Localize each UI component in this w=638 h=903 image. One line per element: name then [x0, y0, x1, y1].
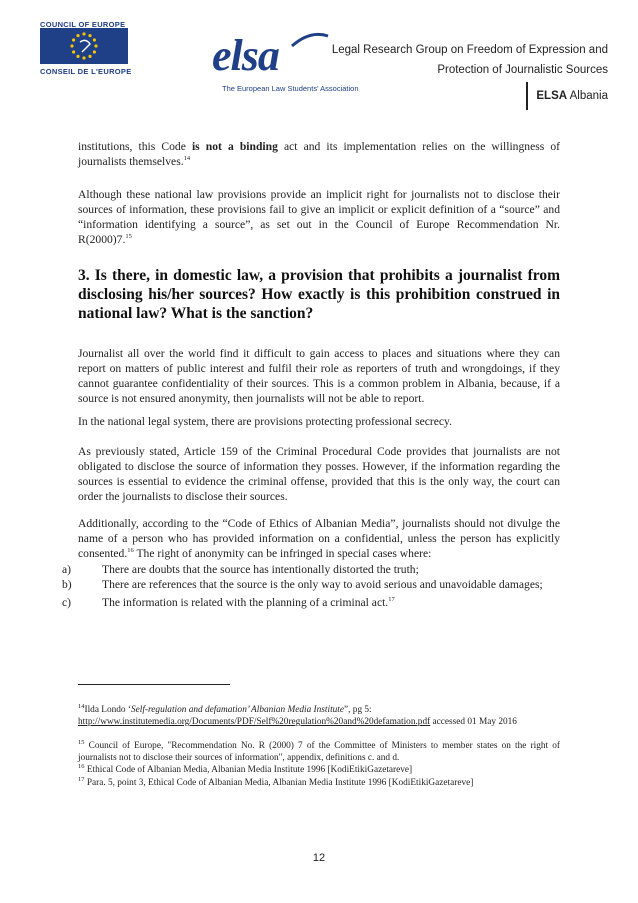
paragraph-5: As previously stated, Article 159 of the Criminal Procedural Code provides that journalists are not obligated to disclose the source of information they posses. However, if the information regarding the sources is essential to evidence the criminal offense, provided that this is the only way, the court can order the journalists to disclose their sources.	[78, 445, 560, 503]
paragraph-4: In the national legal system, there are provisions protecting professional secrecy.	[78, 415, 452, 428]
paragraph-2	[78, 187, 560, 247]
footnote-text: Para. 5, point 3, Ethical Code of Albanian Media, Albanian Media Institute 1996 [KodiEtikiGazetareve]	[84, 778, 474, 788]
footnote-text: Council of Europe, "Recommendation No. R (2000) 7 of the Committee of Ministers to member states on the right of journalists not to disclose their sources of information", appendix, definitions c. and d.	[78, 741, 560, 763]
footnote-text: Ethical Code of Albanian Media, Albanian Media Institute 1996 [KodiEtikiGazetareve]	[84, 765, 413, 775]
p1-text-c: act and its implementation relies on the willingness of journalists themselves.	[78, 140, 560, 168]
list-text: The information is related with the planning of a criminal act.	[102, 595, 389, 609]
elsa-logo-text: elsa	[212, 31, 279, 80]
header-title-line-1: Legal Research Group on Freedom of Expression and	[331, 44, 608, 56]
eu-stars-icon	[40, 28, 128, 64]
paragraph-3: Journalist all over the world find it difficult to gain access to places and situations where they can report on matters of public interest and fulfil their role as reporters of truth and wrongdoings, if they cannot guarantee confidentiality of their sources. This is a common problem in Albania, because, if a source is not ensured anonymity, then journalists will not be able to report.	[78, 347, 560, 405]
coe-name-french: CONSEIL DE L'EUROPE	[40, 67, 132, 76]
footnote-separator	[78, 684, 230, 685]
footnote-15	[78, 740, 560, 764]
footnote-author: Ilda Londo ‘	[84, 705, 131, 715]
paragraph-6	[78, 516, 560, 561]
elsa-tagline: The European Law Students' Association	[222, 84, 359, 93]
header-org-bold: ELSA	[536, 90, 568, 102]
p1-text-a: institutions, this Code	[78, 140, 192, 153]
footnote-title: Self-regulation and defamation’ Albanian Media Institute	[130, 705, 345, 715]
footnote-number: 17	[78, 775, 85, 783]
footnote-accessed: accessed 01 May 2016	[430, 717, 517, 727]
footnote-ref-16[interactable]: 16	[127, 547, 134, 555]
coe-name-english: COUNCIL OF EUROPE	[40, 20, 126, 29]
section-heading-3: 3. Is there, in domestic law, a provision that prohibits a journalist from disclosing his/her sources? How exactly is this prohibition construed in national law? What is the sanction?	[78, 267, 560, 322]
footnote-number: 14	[78, 702, 85, 710]
header-divider	[526, 82, 528, 110]
footnote-link[interactable]: http://www.institutemedia.org/Documents/PDF/Self%20regulation%20and%20defamation.pdf	[78, 717, 431, 727]
council-of-europe-flag	[40, 28, 128, 64]
list-item	[62, 562, 560, 577]
list-text: There are doubts that the source has intentionally distorted the truth;	[102, 563, 419, 576]
footnote-14	[78, 704, 560, 728]
exceptions-list	[62, 562, 560, 610]
footnote-16	[78, 764, 560, 776]
p2-text: Although these national law provisions provide an implicit right for journalists not to disclose their sources of information, these provisions fail to give an implicit or explicit definition of a “source” and “information identifying a source”, as set out in the Council of Europe Recommendation Nr. R(2000)7.	[78, 188, 560, 246]
list-marker: a)	[62, 563, 72, 576]
p1-bold: is not a binding	[191, 140, 278, 153]
p6-text-a: Additionally, according to the “Code of Ethics of Albanian Media”, journalists should not divulge the name of a person who has provided information on a confidential, unless the person has explicitly consented.	[78, 517, 560, 560]
footnote-ref-14[interactable]: 14	[183, 155, 191, 163]
page-number: 12	[312, 852, 326, 864]
footnote-number: 16	[78, 762, 85, 770]
p6-text-b: The right of anonymity can be infringed in special cases where:	[133, 547, 432, 560]
header-title-line-2: Protection of Journalistic Sources	[437, 64, 608, 76]
paragraph-1	[78, 139, 560, 169]
header-org-rest: Albania	[567, 90, 608, 102]
footnote-17	[78, 777, 560, 789]
footnote-page: ”, pg 5:	[344, 705, 372, 715]
list-marker: c)	[62, 595, 72, 609]
footnote-number: 15	[78, 738, 85, 746]
footnote-ref-15[interactable]: 15	[125, 233, 132, 241]
list-item	[62, 577, 560, 592]
list-item	[62, 592, 560, 610]
list-text: There are references that the source is the only way to avoid serious and unavoidable damages;	[102, 578, 543, 591]
footnote-ref-17[interactable]: 17	[388, 596, 395, 603]
list-marker: b)	[62, 578, 72, 591]
header-org	[536, 90, 608, 102]
